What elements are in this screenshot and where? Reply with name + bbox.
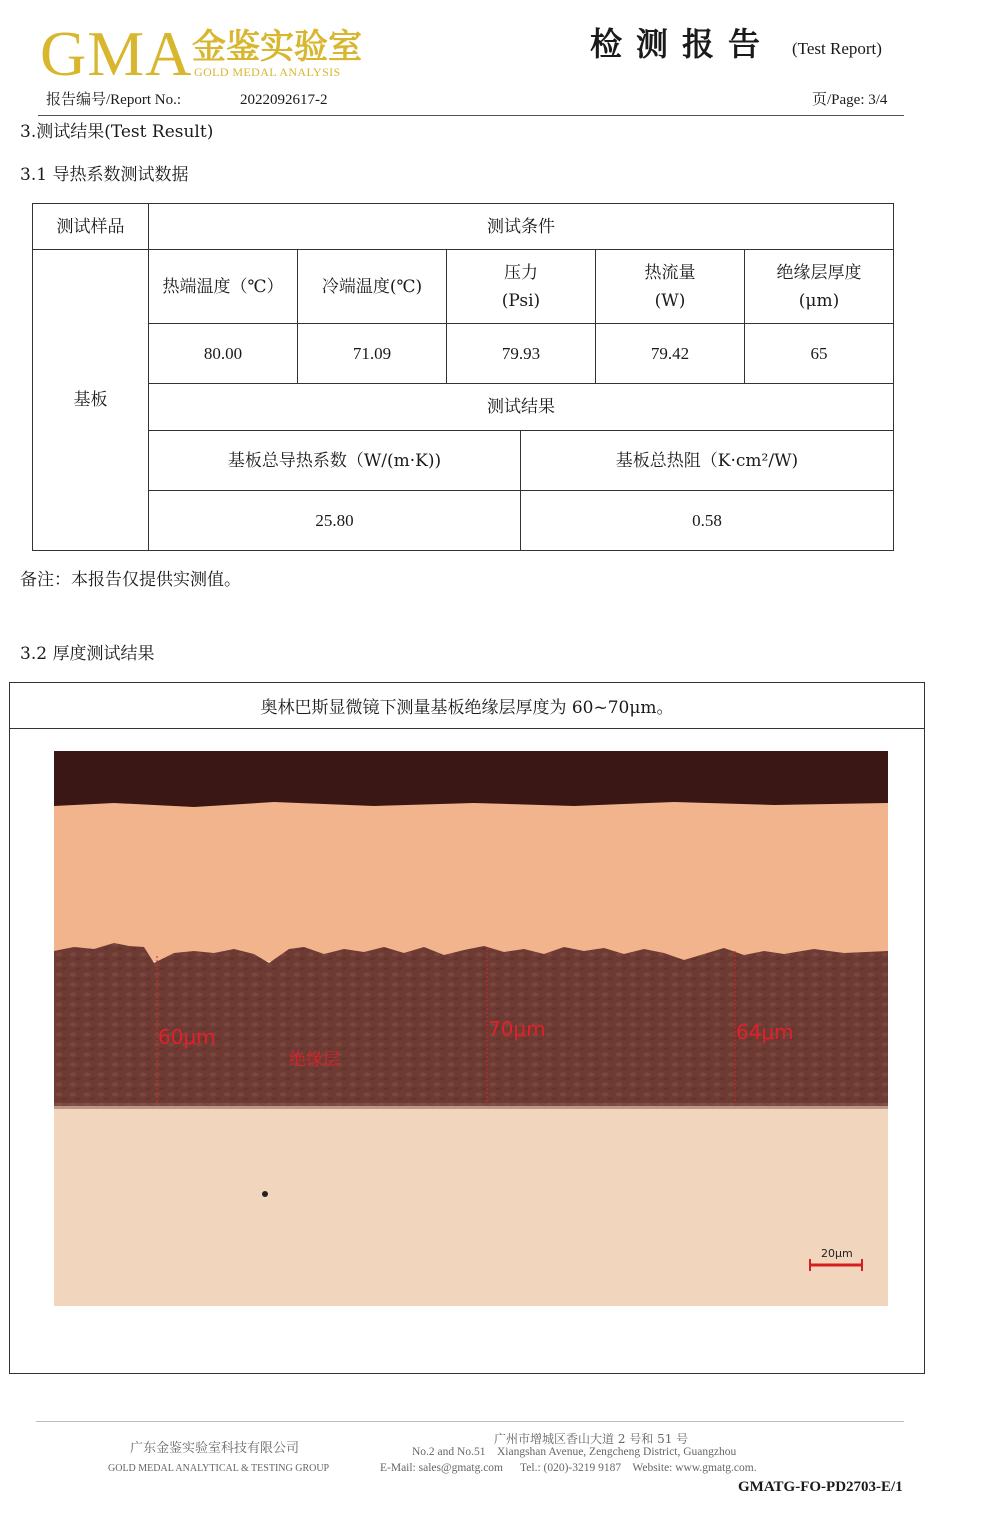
measurement-label: 70μm bbox=[488, 1017, 546, 1041]
footer-divider bbox=[36, 1421, 904, 1422]
header-test-conditions: 测试条件 bbox=[148, 203, 894, 250]
value-conductivity: 25.80 bbox=[148, 490, 521, 551]
header-test-results: 测试结果 bbox=[148, 383, 894, 431]
condition-label: 压力 bbox=[504, 262, 538, 283]
section-3-title: 3.测试结果(Test Result) bbox=[20, 122, 214, 142]
value-heat-flow: 79.42 bbox=[595, 323, 745, 384]
section-3-2-title: 3.2 厚度测试结果 bbox=[20, 644, 155, 664]
condition-col-pressure bbox=[446, 249, 596, 324]
footer-contact: E-Mail: sales@gmatg.com Tel.: (020)-3219 9187 Website: www.gmatg.com. bbox=[380, 1462, 757, 1474]
section-3-1-title: 3.1 导热系数测试数据 bbox=[20, 165, 189, 185]
scale-bar-label: 20μm bbox=[821, 1247, 853, 1260]
sample-name-cell: 基板 bbox=[32, 249, 149, 551]
page-number: 页/Page: 3/4 bbox=[812, 92, 888, 108]
document-title-en: (Test Report) bbox=[792, 39, 882, 58]
report-no-label: 报告编号/Report No.: bbox=[46, 92, 181, 108]
condition-unit: (Psi) bbox=[501, 290, 541, 311]
condition-col-cold-temp bbox=[297, 249, 447, 324]
note: 备注：本报告仅提供实测值。 bbox=[20, 570, 241, 590]
top-dark-layer bbox=[54, 751, 888, 811]
result-col-thermal-resistance: 基板总热阻（K·cm²/W) bbox=[520, 430, 894, 491]
footer-address-cn: 广州市增城区香山大道 2 号和 51 号 bbox=[494, 1432, 689, 1446]
value-pressure: 79.93 bbox=[446, 323, 596, 384]
condition-label: 冷端温度(℃) bbox=[321, 276, 423, 297]
logo-english: GOLD MEDAL ANALYSIS bbox=[194, 65, 341, 79]
measurement-label: 60μm bbox=[158, 1025, 216, 1049]
logo-gma: GMA bbox=[40, 18, 193, 89]
condition-col-heat-flow bbox=[595, 249, 745, 324]
header-test-sample: 测试样品 bbox=[32, 203, 149, 250]
condition-unit: (W) bbox=[654, 290, 686, 311]
form-code: GMATG-FO-PD2703-E/1 bbox=[738, 1479, 903, 1495]
logo-chinese: 金鉴实验室 bbox=[192, 27, 362, 67]
condition-label: 热流量 bbox=[644, 262, 696, 283]
condition-col-insulation-thickness bbox=[744, 249, 894, 324]
footer-company-cn: 广东金鉴实验室科技有限公司 bbox=[130, 1441, 300, 1456]
value-thermal-resistance: 0.58 bbox=[520, 490, 894, 551]
measurement-label: 64μm bbox=[736, 1020, 794, 1044]
photo-caption: 奥林巴斯显微镜下测量基板绝缘层厚度为 60~70μm。 bbox=[9, 682, 925, 729]
condition-label: 绝缘层厚度 bbox=[776, 262, 862, 283]
header-divider bbox=[38, 115, 904, 116]
result-col-conductivity: 基板总导热系数（W/(m·K)) bbox=[148, 430, 521, 491]
report-no: 2022092617-2 bbox=[240, 92, 328, 108]
value-cold-temp: 71.09 bbox=[297, 323, 447, 384]
condition-label: 热端温度（℃） bbox=[162, 276, 284, 297]
copper-layer bbox=[54, 802, 888, 961]
layer-label: 绝缘层 bbox=[289, 1050, 340, 1070]
value-insulation-thickness: 65 bbox=[744, 323, 894, 384]
footer-address-en: No.2 and No.51 Xiangshan Avenue, Zengcheng District, Guangzhou bbox=[412, 1446, 737, 1458]
footer-company-en: GOLD MEDAL ANALYTICAL & TESTING GROUP bbox=[108, 1463, 330, 1474]
document-title: 检测报告 bbox=[590, 25, 775, 63]
condition-unit: (μm) bbox=[798, 290, 840, 311]
value-hot-temp: 80.00 bbox=[148, 323, 298, 384]
condition-col-hot-temp bbox=[148, 249, 298, 324]
microscope-image bbox=[54, 751, 888, 1306]
